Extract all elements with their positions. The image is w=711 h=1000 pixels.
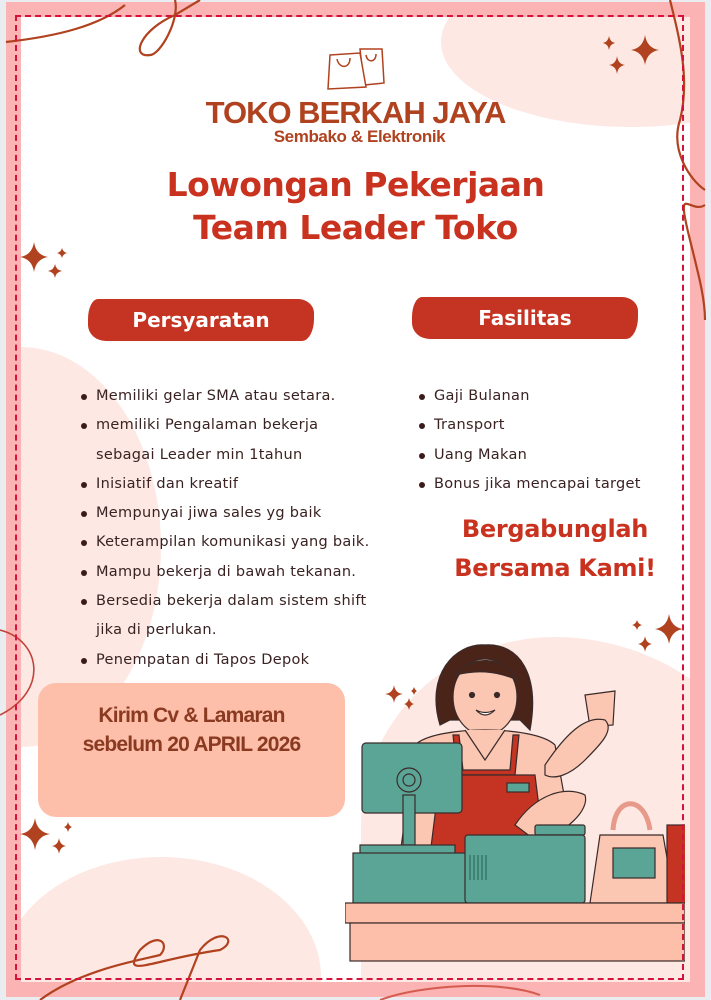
list-item-continuation: jika di perlukan. <box>96 622 217 639</box>
list-item: Uang Makan <box>417 441 687 470</box>
facilities-heading: Fasilitas <box>412 297 638 339</box>
list-item: Gaji Bulanan <box>417 382 687 411</box>
list-item: Inisiatif dan kreatif <box>79 470 409 499</box>
call-to-action-line2: Bersama Kami! <box>454 554 656 582</box>
call-to-action-line1: Bergabunglah <box>461 515 649 543</box>
shopping-bags-icon <box>326 45 386 93</box>
deadline-instruction: Kirim Cv & Lamaran <box>98 704 285 727</box>
list-item: Memiliki gelar SMA atau setara. <box>79 382 409 411</box>
list-item: Mampu bekerja di bawah tekanan. <box>79 558 409 587</box>
brand-subtitle: Sembako & Elektronik <box>273 127 446 146</box>
brand-name: TOKO BERKAH JAYA <box>205 95 506 130</box>
list-item: Penempatan di Tapos Depok <box>79 646 409 675</box>
list-item: memiliki Pengalaman bekerja <box>79 411 409 440</box>
deadline-date: sebelum 20 APRIL 2026 <box>82 733 301 756</box>
list-item-continuation: sebagai Leader min 1tahun <box>96 446 303 463</box>
sparkle-icon <box>20 816 75 866</box>
sparkle-icon <box>595 30 665 90</box>
facilities-list <box>417 382 687 499</box>
headline-job-vacancy: Lowongan Pekerjaan <box>166 165 545 204</box>
list-item: Bonus jika mencapai target <box>417 470 687 499</box>
list-item: Keterampilan komunikasi yang baik. <box>79 528 409 557</box>
list-item: Bersedia bekerja dalam sistem shift <box>79 587 409 616</box>
list-item: Transport <box>417 411 687 440</box>
sparkle-icon <box>625 612 690 667</box>
sparkle-icon <box>20 238 75 288</box>
headline-position: Team Leader Toko <box>193 208 518 247</box>
sparkle-icon <box>382 683 427 723</box>
list-item: Mempunyai jiwa sales yg baik <box>79 499 409 528</box>
requirements-heading: Persyaratan <box>88 299 314 341</box>
requirements-list <box>79 382 409 675</box>
